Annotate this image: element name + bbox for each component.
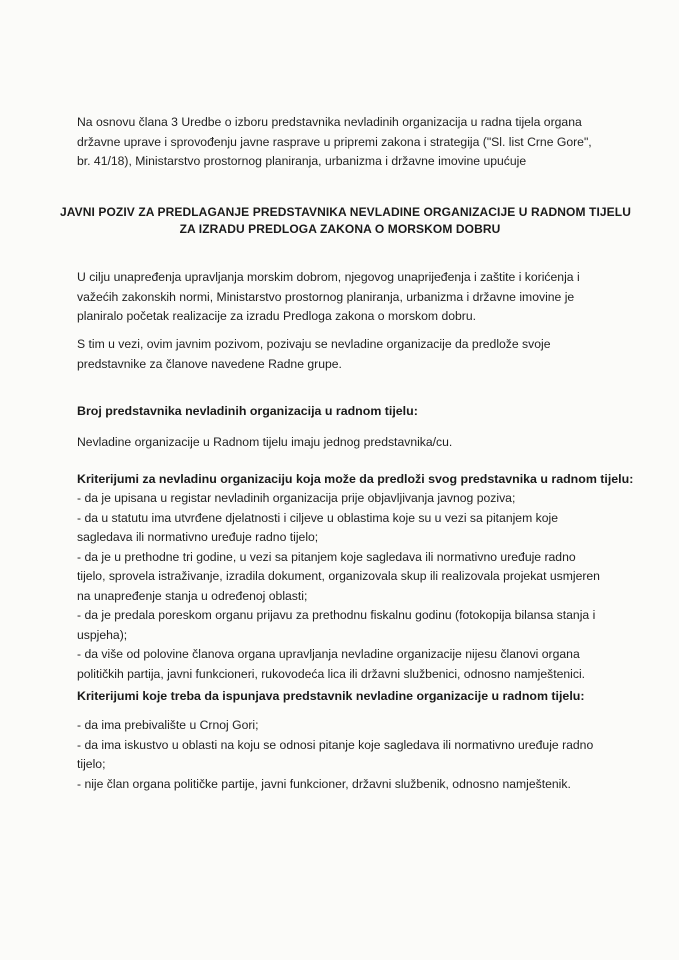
list-item: - da ima iskustvo u oblasti na koju se odnosi pitanje koje sagledava ili normativno uređuje radno tijelo; — [77, 737, 594, 771]
intro-paragraph — [77, 113, 605, 172]
list-item: - da u statutu ima utvrđene djelatnosti i ciljeve u oblastima koje su u vezi sa pitanjem koje sagledava ili normativno uređuje radno tijelo; — [77, 510, 558, 544]
intro-line: državne uprave i sprovođenju javne rasprave u pripremi zakona i strategija ("Sl. list Crne Gore", — [77, 134, 592, 149]
title-line: ZA IZRADU PREDLOGA ZAKONA O MORSKOM DOBRU — [179, 222, 501, 236]
list-item: - da ima prebivalište u Crnoj Gori; — [77, 718, 259, 732]
list-item: - da je upisana u registar nevladinih organizacija prije objavljivanja javnog poziva; — [77, 491, 516, 505]
title-line: JAVNI POZIV ZA PREDLAGANJE PREDSTAVNIKA NEVLADINE ORGANIZACIJE U RADNOM TIJELU — [60, 205, 631, 219]
section-heading: Kriterijumi za nevladinu organizaciju koja može da predloži svog predstavnika u radnom tijelu: — [77, 472, 634, 486]
section-representative-count — [77, 402, 605, 453]
section-heading: Broj predstavnika nevladinih organizacija u radnom tijelu: — [77, 404, 418, 418]
paragraph-line: predstavnike za članove navedene Radne grupe. — [77, 356, 342, 371]
section-organization-criteria — [77, 470, 634, 684]
document-title — [60, 204, 631, 238]
section-heading: Kriterijumi koje treba da ispunjava predstavnik nevladine organizacije u radnom tijelu: — [77, 689, 585, 703]
intro-line: Na osnovu člana 3 Uredbe o izboru predstavnika nevladinih organizacija u radna tijela organa — [77, 115, 582, 129]
section-text: Nevladine organizacije u Radnom tijelu imaju jednog predstavnika/cu. — [77, 435, 453, 449]
paragraph-purpose — [77, 268, 605, 327]
section-representative-criteria — [77, 687, 605, 794]
paragraph-line: U cilju unapređenja upravljanja morskim dobrom, njegovog unaprijeđenja i zaštite i korićenja i — [77, 270, 580, 284]
list-item: - da više od polovine članova organa upravljanja nevladine organizacije nijesu članovi organa političkih partija, javni funkcioneri, rukovodeća lica ili državni službenici, odnosno namještenici. — [77, 647, 586, 681]
paragraph-line: planiralo početak realizacije za izradu Predloga zakona o morskom dobru. — [77, 309, 477, 323]
paragraph-line: važećih zakonskih normi, Ministarstvo prostornog planiranja, urbanizma i državne imovine je — [77, 289, 575, 304]
list-item: - nije član organa političke partije, javni funkcioner, državni službenik, odnosno namještenik. — [77, 776, 571, 791]
intro-line: br. 41/18), Ministarstvo prostornog planiranja, urbanizma i državne imovine upućuje — [77, 154, 527, 168]
list-item: - da je predala poreskom organu prijavu za prethodnu fiskalnu godinu (fotokopija bilansa stanja i uspjeha); — [77, 608, 596, 642]
list-item: - da je u prethodne tri godine, u vezi sa pitanjem koje sagledava ili normativno uređuje radno tijelo, sprovela istraživanje, izradila dokument, organizovala skup ili realizovala projekat usmjeren na unapređenje stanja u određenoj oblasti; — [77, 549, 600, 603]
paragraph-line: S tim u vezi, ovim javnim pozivom, pozivaju se nevladine organizacije da predlože svoje — [77, 337, 551, 351]
paragraph-invitation — [77, 335, 605, 374]
